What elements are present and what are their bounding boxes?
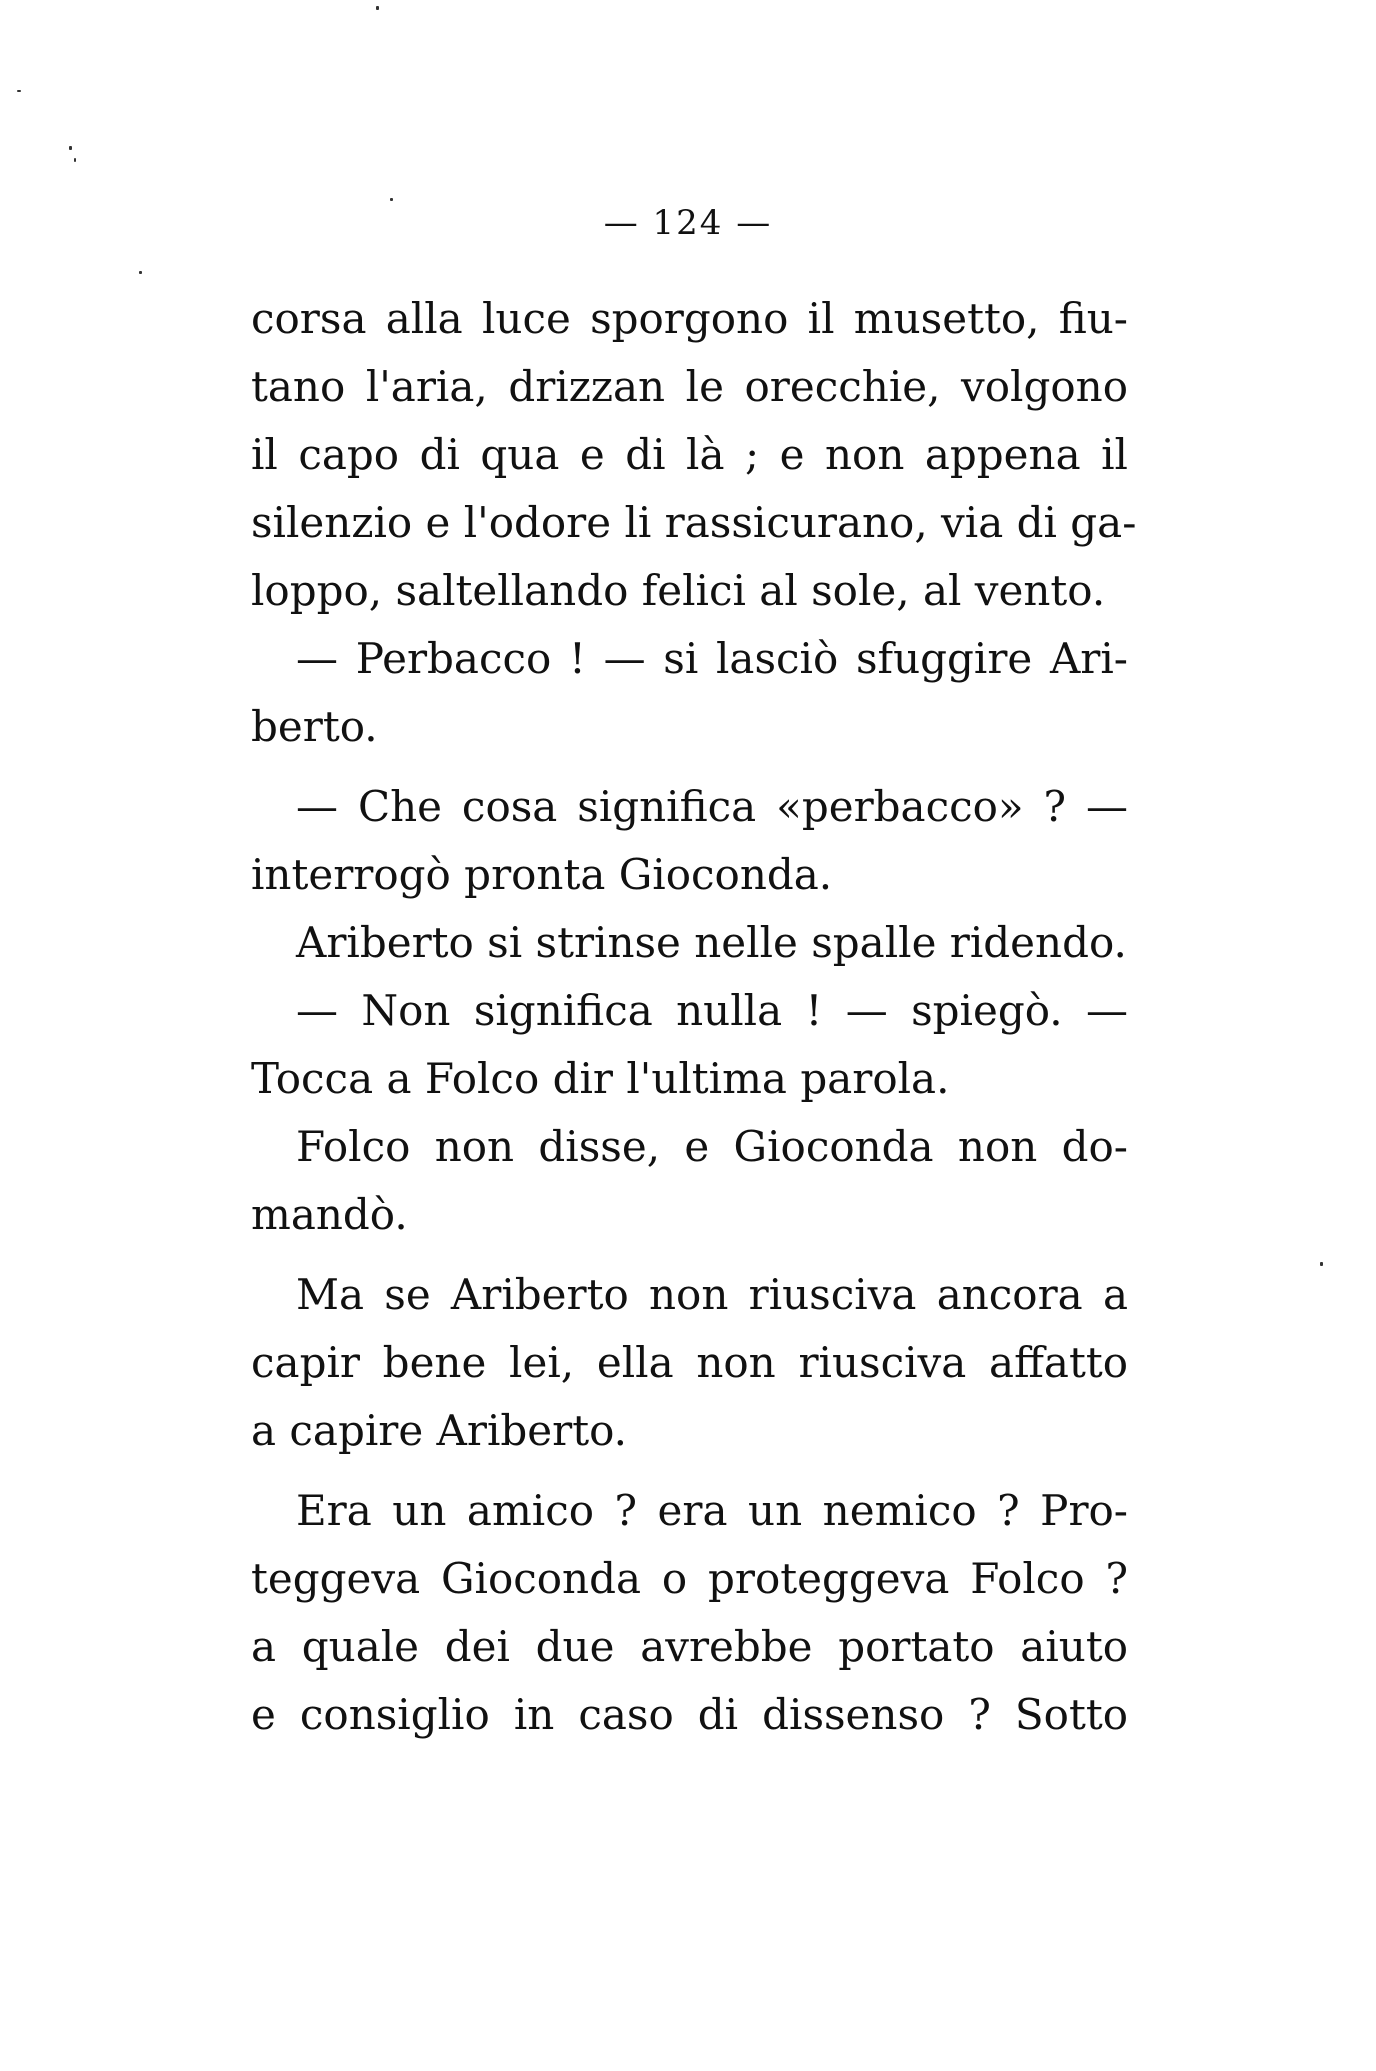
paragraph-gap <box>251 1465 1128 1477</box>
scan-speck <box>376 6 379 10</box>
text-line: mandò. <box>251 1190 408 1239</box>
text-line: silenzio e l'odore li rassicurano, via di ga- <box>251 498 1137 547</box>
text-line: — Non significa nulla ! — spiegò. — <box>296 986 1128 1035</box>
paragraph-gap <box>251 761 1128 773</box>
text-line: Tocca a Folco dir l'ultima parola. <box>251 1054 950 1103</box>
text-line: il capo di qua e di là ; e non appena il <box>251 430 1128 479</box>
text-line: — Che cosa significa «perbacco» ? — <box>296 782 1128 831</box>
scan-speck <box>139 271 142 274</box>
text-line: Era un amico ? era un nemico ? Pro- <box>296 1486 1128 1535</box>
paragraph-gap <box>251 1249 1128 1261</box>
scan-speck <box>17 90 21 92</box>
text-line: Ariberto si strinse nelle spalle ridendo. <box>296 918 1127 967</box>
text-line: interrogò pronta Gioconda. <box>251 850 833 899</box>
body-text <box>251 285 1137 1749</box>
scan-speck <box>390 198 393 201</box>
text-line: corsa alla luce sporgono il musetto, fiu- <box>251 294 1128 343</box>
scan-speck <box>1320 1262 1323 1266</box>
page-number: — 124 — <box>603 203 773 243</box>
scan-speck <box>69 146 72 150</box>
text-line: teggeva Gioconda o proteggeva Folco ? <box>251 1554 1128 1603</box>
text-line: berto. <box>251 702 378 751</box>
text-line: tano l'aria, drizzan le orecchie, volgono <box>251 362 1128 411</box>
text-line: Folco non disse, e Gioconda non do- <box>296 1122 1128 1171</box>
text-line: a capire Ariberto. <box>251 1406 627 1455</box>
scan-speck <box>74 158 76 162</box>
text-line: Ma se Ariberto non riusciva ancora a <box>296 1270 1128 1319</box>
text-line: e consiglio in caso di dissenso ? Sotto <box>251 1690 1128 1739</box>
text-line: a quale dei due avrebbe portato aiuto <box>251 1622 1128 1671</box>
text-line: — Perbacco ! — si lasciò sfuggire Ari- <box>296 634 1128 683</box>
text-line: capir bene lei, ella non riusciva affatto <box>251 1338 1128 1387</box>
text-line: loppo, saltellando felici al sole, al vento. <box>251 566 1106 615</box>
